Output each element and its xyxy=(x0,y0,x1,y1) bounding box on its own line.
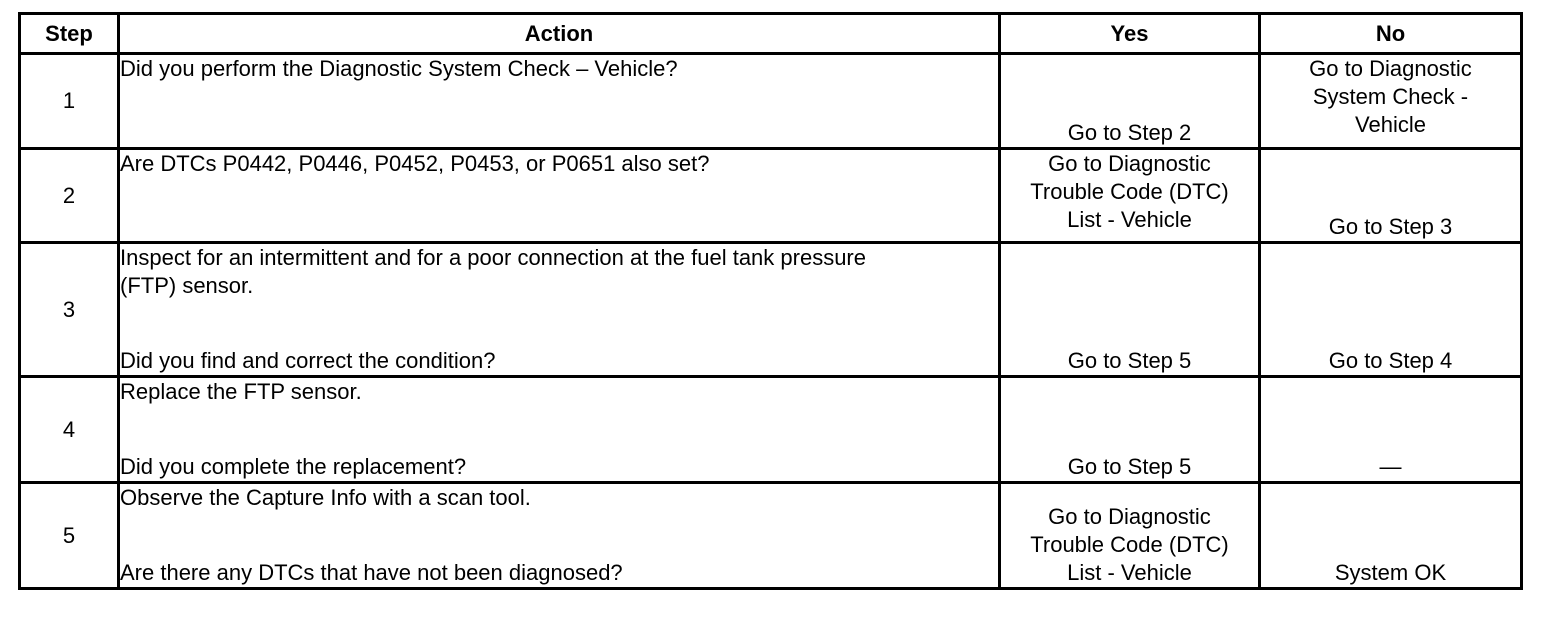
action-cell xyxy=(119,377,1000,483)
diagnostic-table xyxy=(18,12,1523,590)
table-row xyxy=(20,149,1522,243)
step-number: 5 xyxy=(20,483,119,589)
yes-cell xyxy=(1000,483,1260,589)
yes-text: Go to Step 5 xyxy=(1067,348,1192,373)
yes-text: Go to Step 2 xyxy=(1067,120,1192,145)
action-text: (FTP) sensor. xyxy=(120,273,254,298)
action-instructions xyxy=(120,244,998,300)
yes-text-line: Go to Diagnostic xyxy=(1048,151,1211,176)
header-row xyxy=(20,14,1522,54)
yes-cell xyxy=(1000,54,1260,149)
no-text: Go to Step 3 xyxy=(1328,214,1453,239)
no-cell xyxy=(1260,243,1522,377)
action-cell xyxy=(119,54,1000,149)
action-cell xyxy=(119,149,1000,243)
no-cell xyxy=(1260,377,1522,483)
no-text: Go to Step 4 xyxy=(1328,348,1453,373)
table-row xyxy=(20,243,1522,377)
no-text: System OK xyxy=(1334,560,1447,585)
header-step: Step xyxy=(20,14,119,54)
action-text: Did you perform the Diagnostic System Check – Vehicle? xyxy=(120,56,678,81)
yes-cell xyxy=(1000,377,1260,483)
yes-cell xyxy=(1000,243,1260,377)
action-question: Did you complete the replacement? xyxy=(120,454,467,479)
no-text-line: System Check - xyxy=(1312,84,1469,109)
action-cell xyxy=(119,243,1000,377)
action-question: Did you find and correct the condition? xyxy=(120,348,496,373)
step-number: 2 xyxy=(20,149,119,243)
yes-text-line: List - Vehicle xyxy=(1067,560,1192,585)
no-cell xyxy=(1260,483,1522,589)
yes-text-line: Go to Diagnostic xyxy=(1048,504,1211,529)
yes-text-line: Trouble Code (DTC) xyxy=(1030,179,1229,204)
step-number: 4 xyxy=(20,377,119,483)
action-question: Are there any DTCs that have not been diagnosed? xyxy=(120,560,623,585)
no-text-line: Vehicle xyxy=(1355,112,1426,137)
step-number: 3 xyxy=(20,243,119,377)
yes-cell xyxy=(1000,149,1260,243)
table-row xyxy=(20,54,1522,149)
action-cell xyxy=(119,483,1000,589)
header-action: Action xyxy=(119,14,1000,54)
table-row xyxy=(20,483,1522,589)
table-row xyxy=(20,377,1522,483)
action-text: Inspect for an intermittent and for a poor connection at the fuel tank pressure xyxy=(120,245,866,270)
yes-text-line: List - Vehicle xyxy=(1067,207,1192,232)
no-text: — xyxy=(1379,454,1402,479)
action-text: Are DTCs P0442, P0446, P0452, P0453, or P0651 also set? xyxy=(120,151,710,176)
no-cell xyxy=(1260,149,1522,243)
yes-text-line: Trouble Code (DTC) xyxy=(1030,532,1229,557)
action-text: Replace the FTP sensor. xyxy=(120,379,362,404)
yes-text: Go to Step 5 xyxy=(1067,454,1192,479)
no-cell xyxy=(1260,54,1522,149)
step-number: 1 xyxy=(20,54,119,149)
header-yes: Yes xyxy=(1000,14,1260,54)
no-text-line: Go to Diagnostic xyxy=(1309,56,1472,81)
action-text: Observe the Capture Info with a scan tool. xyxy=(120,485,531,510)
header-no: No xyxy=(1260,14,1522,54)
